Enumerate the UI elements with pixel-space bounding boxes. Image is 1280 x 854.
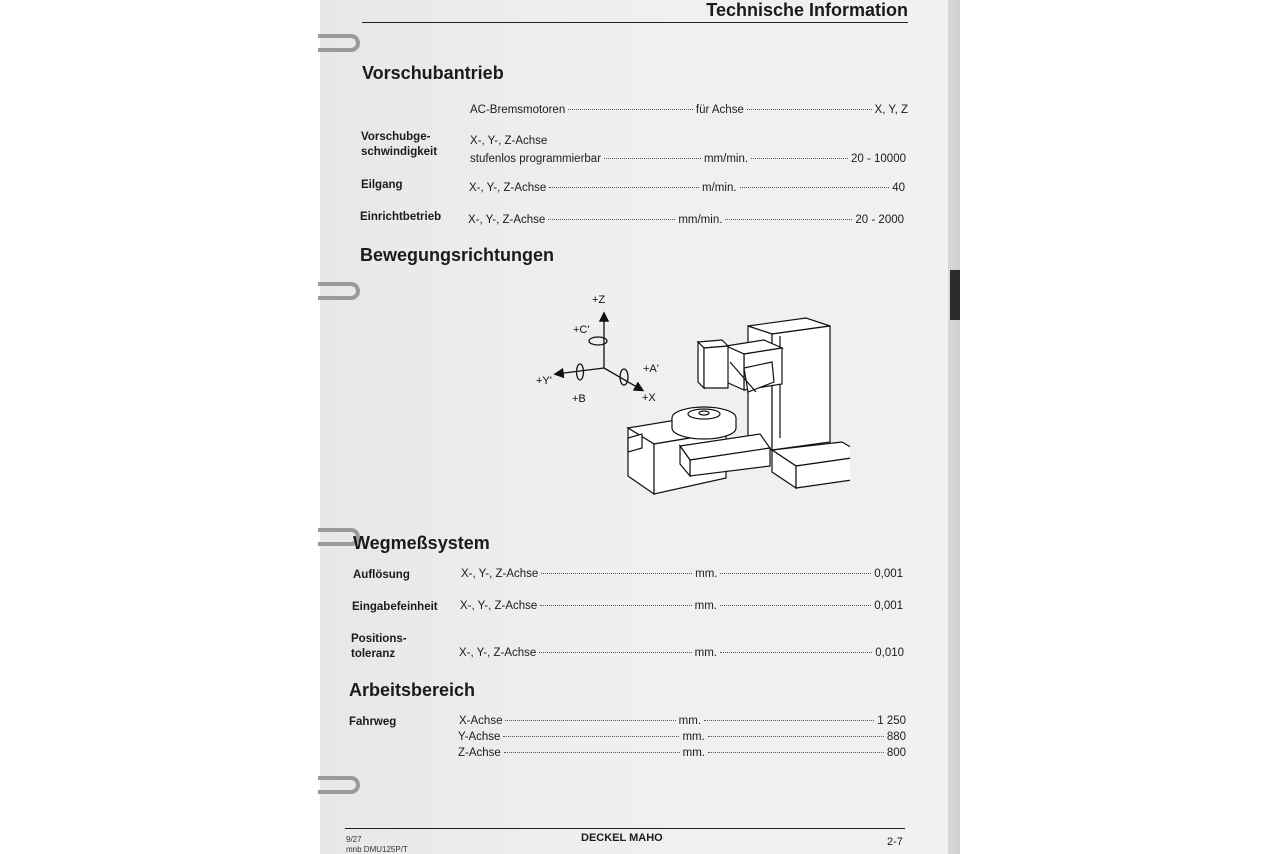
leader-dots [604, 158, 701, 159]
spec-unit: für Achse [695, 104, 744, 116]
leader-dots [725, 219, 852, 220]
spec-value: 20 - 10000 [851, 153, 906, 165]
leader-dots [720, 605, 871, 606]
leader-dots [708, 736, 884, 737]
section-title-arbeitsbereich: Arbeitsbereich [349, 680, 476, 700]
spec-unit: mm/min. [703, 153, 749, 165]
header-rule [362, 22, 908, 23]
spec-desc: Y-Achse [458, 731, 501, 743]
footer-page-number: 2-7 [887, 836, 903, 848]
leader-dots [704, 720, 874, 721]
footer-brand: DECKEL MAHO [581, 832, 663, 844]
section-title-vorschubantrieb: Vorschubantrieb [362, 63, 504, 83]
section-title-bewegungsrichtungen: Bewegungsrichtungen [360, 245, 555, 265]
spec-row-x-achse [459, 715, 906, 727]
spec-desc: Z-Achse [458, 747, 501, 759]
spec-value: 20 - 2000 [855, 214, 905, 226]
leader-dots [747, 109, 872, 110]
spec-label-fahrweg: Fahrweg [349, 716, 397, 728]
spec-value: 800 [886, 747, 906, 759]
page-header-title: Technische Information [706, 0, 908, 20]
spec-desc: X-, Y-, Z-Achse [469, 182, 547, 194]
spec-label-aufloesung: Auflösung [353, 569, 410, 581]
spec-unit: mm. [682, 747, 705, 759]
spec-row-einrichtbetrieb [468, 214, 904, 226]
next-page-edge [948, 0, 960, 854]
footer-doc-reference: mnb DMU125P/T [346, 845, 408, 854]
axis-cross-icon [556, 314, 642, 390]
binder-ring [318, 34, 360, 52]
axis-label-y: +Y' [536, 375, 552, 387]
spec-value: 0,010 [875, 647, 905, 659]
spec-value: X, Y, Z [874, 104, 909, 116]
leader-dots [539, 652, 691, 653]
axis-label-c: +C' [573, 324, 590, 336]
spec-row-y-achse [458, 731, 906, 743]
spec-unit: mm. [694, 647, 717, 659]
spec-value: 880 [886, 731, 907, 743]
spec-desc: X-, Y-, Z-Achse [468, 214, 546, 226]
spec-desc: X-, Y-, Z-Achse [460, 600, 538, 612]
spec-desc: stufenlos programmierbar [470, 153, 602, 165]
leader-dots [568, 109, 693, 110]
spec-label-einrichtbetrieb: Einrichtbetrieb [360, 211, 442, 223]
spec-value: 0,001 [874, 568, 904, 580]
footer-doc-number: 9/27 [346, 835, 362, 844]
spec-value: 0,001 [874, 600, 904, 612]
spec-unit: mm. [678, 715, 702, 727]
leader-dots [751, 158, 848, 159]
leader-dots [720, 652, 872, 653]
spec-unit: mm. [694, 600, 717, 612]
binder-ring [318, 282, 360, 300]
spec-label-eingabefeinheit: Eingabefeinheit [352, 601, 438, 613]
spec-desc: X-Achse [459, 715, 503, 727]
leader-dots [540, 605, 691, 606]
leader-dots [548, 219, 675, 220]
spec-label-eilgang: Eilgang [361, 179, 403, 191]
spec-unit: mm. [682, 731, 705, 743]
spec-unit: m/min. [702, 182, 737, 194]
spec-row-motor [470, 104, 908, 116]
section-title-wegmesssystem: Wegmeßsystem [353, 533, 490, 553]
spec-row-positionstoleranz [459, 647, 904, 659]
footer-rule [345, 828, 905, 829]
leader-dots [740, 187, 890, 188]
page-edge-mark [950, 270, 960, 320]
spec-unit: mm. [695, 568, 718, 580]
spec-row-eingabefeinheit [460, 600, 903, 612]
spec-desc: AC-Bremsmotoren [470, 104, 566, 116]
axis-label-b: +B [572, 393, 586, 405]
spec-label-vorschubgeschwindigkeit: Vorschubge- schwindigkeit [361, 131, 438, 158]
axis-label-a: +A' [643, 363, 659, 375]
spec-row-eilgang [469, 182, 905, 194]
axis-label-z: +Z [592, 294, 606, 306]
spec-row-z-achse [458, 747, 906, 759]
spec-desc-line1: X-, Y-, Z-Achse [470, 135, 548, 147]
spec-unit: mm/min. [678, 214, 723, 226]
leader-dots [504, 752, 680, 753]
spec-value: 1 250 [877, 715, 907, 727]
spec-row-aufloesung [461, 568, 903, 580]
milling-machine-drawing [628, 318, 850, 494]
leader-dots [549, 187, 699, 188]
spec-desc: X-, Y-, Z-Achse [459, 647, 537, 659]
leader-dots [541, 573, 692, 574]
spec-desc: X-, Y-, Z-Achse [461, 568, 539, 580]
spec-label-positionstoleranz: Positions- toleranz [351, 633, 407, 660]
leader-dots [708, 752, 884, 753]
leader-dots [503, 736, 679, 737]
leader-dots [505, 720, 675, 721]
axis-label-x: +X [642, 392, 656, 404]
leader-dots [720, 573, 871, 574]
binder-ring [318, 776, 360, 794]
spec-value: 40 [892, 182, 906, 194]
machine-axes-diagram [530, 288, 850, 503]
spec-row-vorschubgeschwindigkeit [470, 153, 906, 165]
